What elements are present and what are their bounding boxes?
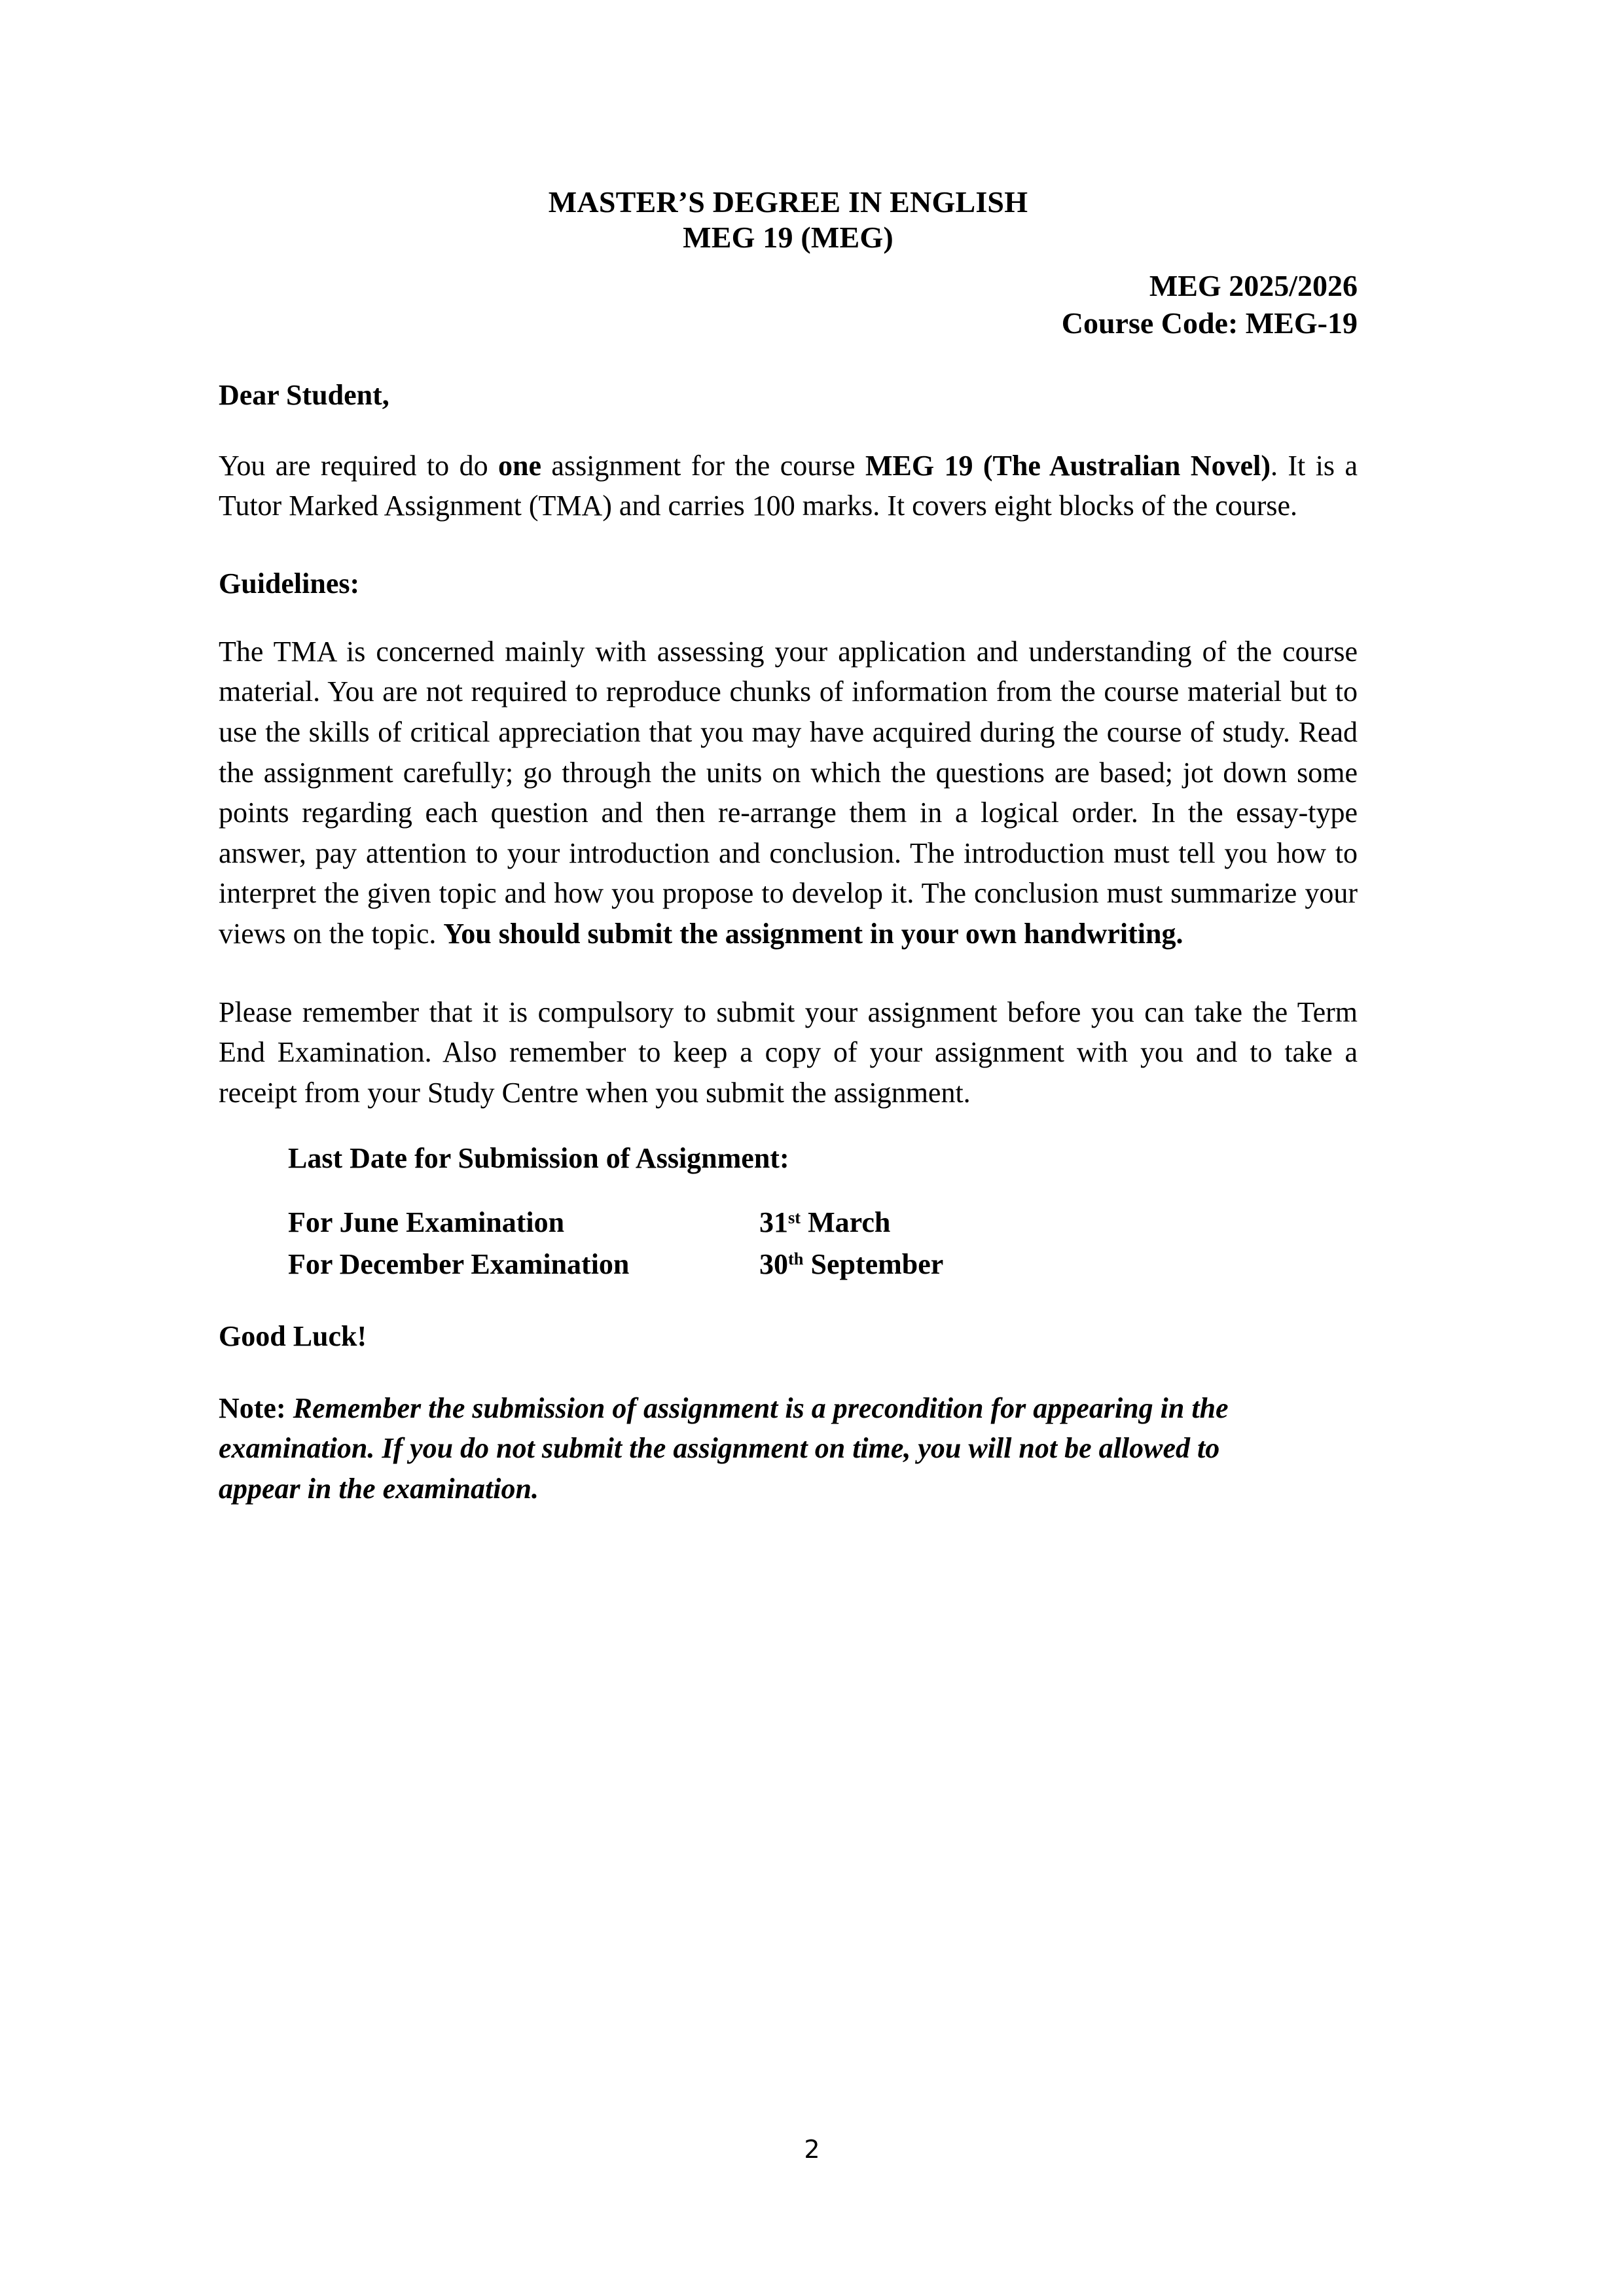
intro-text-1: You are required to do bbox=[219, 449, 498, 482]
salutation: Dear Student, bbox=[219, 378, 389, 411]
intro-paragraph bbox=[219, 412, 1358, 526]
guidelines-bold-tail: You should submit the assignment in your own handwriting. bbox=[443, 918, 1183, 950]
remember-paragraph: Please remember that it is compulsory to submit your assignment before you can take the Term End Examination. Also remember to keep a copy of your assignment with you and to take a receipt from your Study Centre when you submit the assignment. bbox=[219, 996, 1358, 1109]
exam-date-june bbox=[759, 1204, 1358, 1245]
date-ordinal: st bbox=[788, 1208, 801, 1228]
date-month: September bbox=[810, 1247, 944, 1280]
guidelines-text: The TMA is concerned mainly with assessing your application and understanding of the course material. You are not required to reproduce chunks of information from the course material but to use the skills of critical appreciation that you may have acquired during the course of study. Read the assignment carefully; go through the units on which the questions are based; jot down some points regarding each question and then re-arrange them in a logical order. In the essay-type answer, pay attention to your introduction and conclusion. The introduction must tell you how to interpret the given topic and how you propose to develop it. The conclusion must summarize your views on the topic. bbox=[219, 635, 1358, 950]
title-line-course: MEG 19 (MEG) bbox=[683, 220, 893, 254]
exam-date-december bbox=[759, 1246, 1358, 1287]
page-title bbox=[219, 0, 1358, 255]
date-month: March bbox=[808, 1206, 891, 1239]
note-label: Note bbox=[219, 1391, 276, 1424]
submission-dates-table bbox=[288, 1204, 1358, 1286]
intro-text-3: . It is a Tutor Marked Assignment (TMA) and carries 100 marks. It covers eight blocks of the course. bbox=[219, 449, 1358, 522]
guidelines-paragraph bbox=[219, 600, 1358, 954]
note-paragraph bbox=[219, 1353, 1240, 1509]
course-code: Course Code: MEG-19 bbox=[1061, 306, 1358, 340]
page-number: 2 bbox=[804, 2135, 820, 2164]
page-content bbox=[219, 0, 1358, 1509]
guidelines-heading: Guidelines: bbox=[219, 567, 360, 600]
table-row bbox=[288, 1246, 1358, 1287]
submission-dates-block bbox=[219, 1113, 1358, 1286]
date-ordinal: th bbox=[788, 1249, 804, 1269]
date-day: 31 bbox=[759, 1206, 788, 1239]
table-row bbox=[288, 1204, 1358, 1245]
exam-label-june: For June Examination bbox=[288, 1206, 565, 1239]
note-separator: : bbox=[276, 1391, 293, 1424]
session-year: MEG 2025/2026 bbox=[1149, 268, 1358, 302]
header-meta bbox=[219, 255, 1358, 342]
intro-text-2: assignment for the course bbox=[541, 449, 865, 482]
good-luck-text: Good Luck! bbox=[219, 1319, 367, 1352]
exam-label-december: For December Examination bbox=[288, 1247, 630, 1280]
note-text: Remember the submission of assignment is a precondition for appearing in the examination. If you do not submit the assignment on time, you will not be allowed to appear in the examination. bbox=[219, 1391, 1229, 1505]
date-day: 30 bbox=[759, 1247, 788, 1280]
intro-bold-one: one bbox=[498, 449, 541, 482]
submission-dates-heading: Last Date for Submission of Assignment: bbox=[288, 1142, 789, 1175]
title-line-degree: MASTER’S DEGREE IN ENGLISH bbox=[548, 185, 1028, 219]
intro-bold-course: MEG 19 (The Australian Novel) bbox=[865, 449, 1271, 482]
